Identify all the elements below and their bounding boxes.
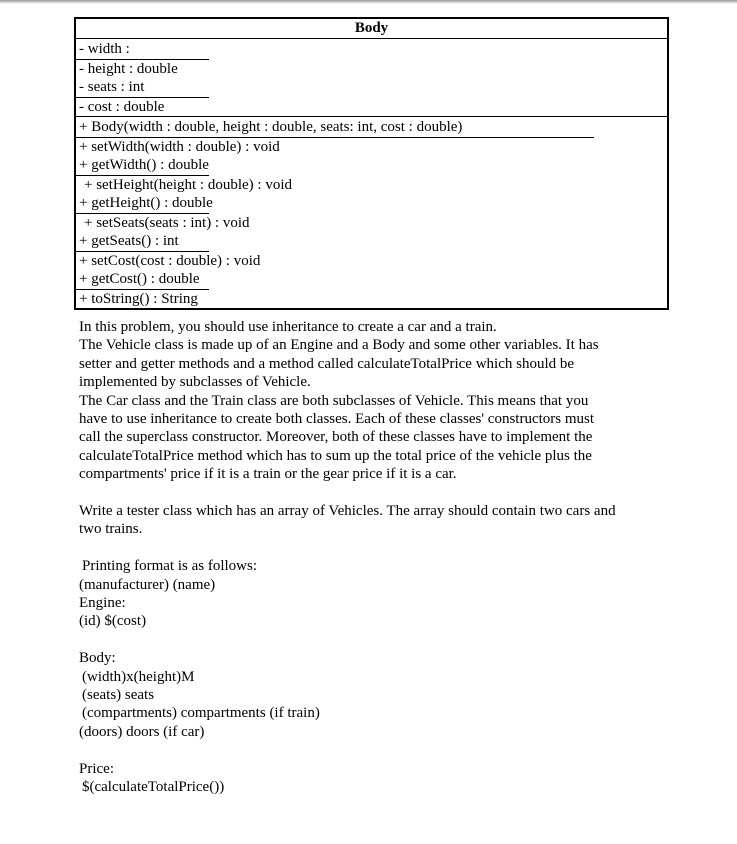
uml-method: + getHeight() : double — [76, 194, 209, 214]
uml-class-name: Body — [76, 19, 667, 39]
uml-method: + toString() : String — [79, 290, 198, 307]
uml-attributes-section — [76, 39, 667, 116]
tester-line: two trains. — [79, 521, 143, 538]
format-body-line: (compartments) compartments (if train) — [82, 705, 320, 722]
format-body-label: Body: — [79, 650, 116, 667]
format-price-label: Price: — [79, 760, 114, 777]
format-engine-label: Engine: — [79, 595, 126, 612]
assignment-text — [79, 318, 669, 797]
format-heading: Printing format is as follows: — [82, 558, 257, 575]
uml-method: + Body(width : double, height : double, seats: int, cost : double) — [76, 118, 594, 138]
uml-method: + getWidth() : double — [76, 156, 209, 176]
uml-method: + setWidth(width : double) : void — [79, 138, 280, 155]
format-engine-line: (id) $(cost) — [79, 613, 147, 630]
uml-method: + getSeats() : int — [76, 232, 209, 252]
description-line: call the superclass constructor. Moreover, both of these classes have to implement the — [79, 429, 593, 446]
description-line: calculateTotalPrice method which has to sum up the total price of the vehicle plus the — [79, 447, 592, 464]
uml-attribute: - height : double — [79, 60, 178, 77]
uml-attribute: - width : — [76, 40, 209, 60]
description-line: compartments' price if it is a train or the gear price if it is a car. — [79, 466, 457, 483]
uml-attribute: - cost : double — [79, 98, 165, 115]
uml-method: + setCost(cost : double) : void — [79, 252, 261, 269]
uml-methods-section — [76, 116, 667, 308]
description-line: have to use inheritance to create both classes. Each of these classes' constructors must — [79, 411, 595, 428]
description-line: implemented by subclasses of Vehicle. — [79, 374, 311, 391]
uml-method: + getCost() : double — [76, 270, 209, 290]
uml-method: + setSeats(seats : int) : void — [84, 214, 250, 231]
uml-class-diagram — [74, 17, 669, 310]
description-line: The Car class and the Train class are both subclasses of Vehicle. This means that you — [79, 392, 589, 409]
uml-attribute: - seats : int — [76, 78, 209, 98]
description-line: setter and getter methods and a method called calculateTotalPrice which should be — [79, 355, 575, 372]
format-body-line: (seats) seats — [82, 687, 155, 704]
format-body-line: (width)x(height)M — [82, 668, 195, 685]
format-header-line: (manufacturer) (name) — [79, 576, 216, 593]
uml-method: + setHeight(height : double) : void — [84, 176, 293, 193]
tester-line: Write a tester class which has an array of Vehicles. The array should contain two cars and — [79, 503, 616, 520]
description-line: The Vehicle class is made up of an Engine and a Body and some other variables. It has — [79, 337, 599, 354]
format-price-line: $(calculateTotalPrice()) — [82, 779, 225, 796]
format-body-line: (doors) doors (if car) — [79, 723, 205, 740]
page-top-edge — [0, 0, 737, 4]
description-line: In this problem, you should use inheritance to create a car and a train. — [79, 319, 497, 335]
